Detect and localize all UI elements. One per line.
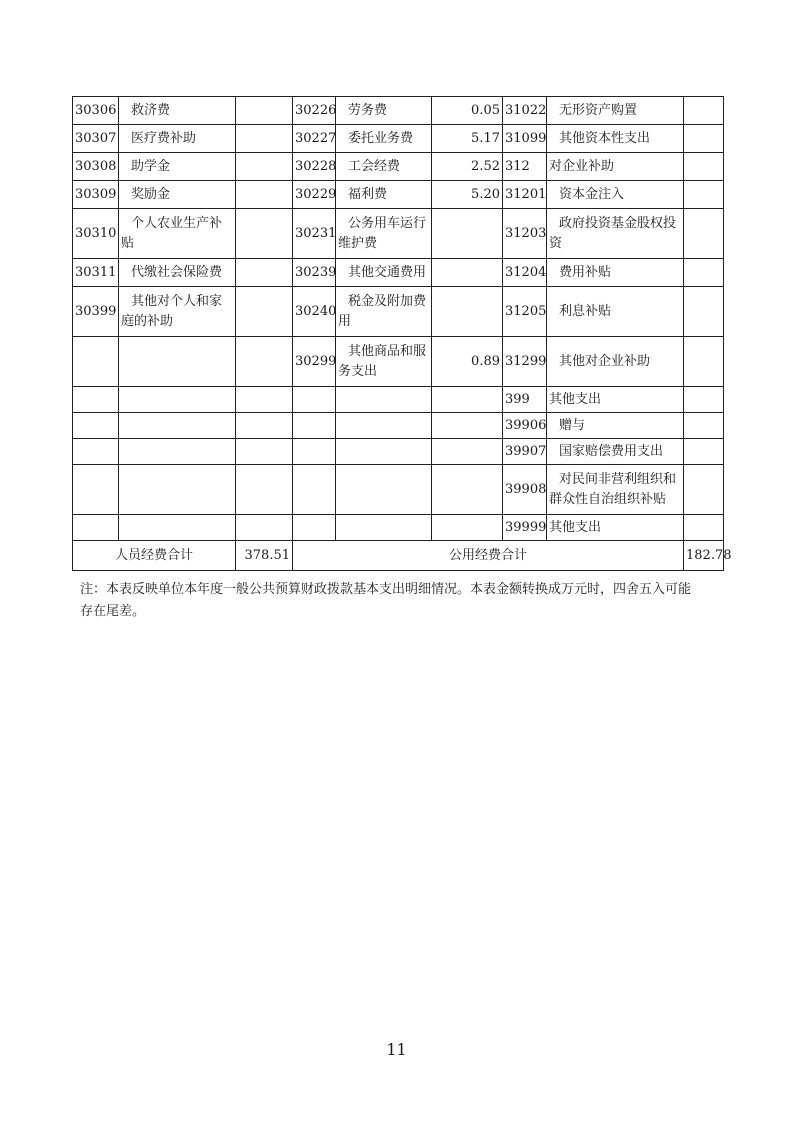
cell-amount <box>684 413 724 439</box>
table-row <box>73 125 724 153</box>
cell-code: 31203 <box>503 209 547 259</box>
cell-amount <box>236 287 293 337</box>
table-row <box>73 439 724 465</box>
cell-amount <box>236 337 293 387</box>
cell-code: 31205 <box>503 287 547 337</box>
table-row <box>73 387 724 413</box>
cell-code: 30306 <box>73 97 119 125</box>
cell-code: 31204 <box>503 259 547 287</box>
cell-item-name: 政府投资基金股权投资 <box>547 209 684 259</box>
cell-amount: 0.89 <box>432 337 503 387</box>
cell-item-name: 委托业务费 <box>336 125 432 153</box>
cell-code: 312 <box>503 153 547 181</box>
cell-code: 30239 <box>293 259 336 287</box>
cell-code: 30240 <box>293 287 336 337</box>
cell-code: 30226 <box>293 97 336 125</box>
cell-amount <box>432 209 503 259</box>
cell-code: 30311 <box>73 259 119 287</box>
cell-item-name <box>336 465 432 515</box>
cell-code <box>293 515 336 541</box>
cell-item-name <box>336 439 432 465</box>
cell-amount <box>684 259 724 287</box>
cell-item-name: 劳务费 <box>336 97 432 125</box>
cell-item-name: 个人农业生产补贴 <box>119 209 236 259</box>
cell-amount <box>432 387 503 413</box>
cell-amount <box>432 515 503 541</box>
cell-code: 30229 <box>293 181 336 209</box>
table-row <box>73 413 724 439</box>
cell-item-name: 国家赔偿费用支出 <box>547 439 684 465</box>
cell-code <box>73 439 119 465</box>
cell-code: 39906 <box>503 413 547 439</box>
cell-item-name: 费用补贴 <box>547 259 684 287</box>
table-row <box>73 259 724 287</box>
cell-item-name: 代缴社会保险费 <box>119 259 236 287</box>
cell-code <box>73 515 119 541</box>
cell-item-name: 税金及附加费用 <box>336 287 432 337</box>
cell-code: 30308 <box>73 153 119 181</box>
cell-code <box>293 387 336 413</box>
table-row <box>73 515 724 541</box>
table-row <box>73 337 724 387</box>
cell-item-name: 福利费 <box>336 181 432 209</box>
expenditure-detail-table <box>72 96 732 571</box>
cell-code: 30399 <box>73 287 119 337</box>
cell-item-name: 工会经费 <box>336 153 432 181</box>
totals-row <box>73 541 724 571</box>
cell-item-name: 其他支出 <box>547 387 684 413</box>
cell-item-name <box>336 387 432 413</box>
cell-amount <box>684 465 724 515</box>
cell-amount <box>684 387 724 413</box>
cell-code: 30299 <box>293 337 336 387</box>
cell-item-name: 对企业补助 <box>547 153 684 181</box>
cell-amount <box>432 287 503 337</box>
cell-item-name: 其他交通费用 <box>336 259 432 287</box>
table-body <box>73 97 732 571</box>
cell-amount <box>684 287 724 337</box>
cell-item-name <box>119 465 236 515</box>
cell-item-name: 对民间非营利组织和群众性自治组织补贴 <box>547 465 684 515</box>
cell-item-name: 其他资本性支出 <box>547 125 684 153</box>
table-row <box>73 181 724 209</box>
cell-item-name: 奖励金 <box>119 181 236 209</box>
cell-code <box>73 413 119 439</box>
cell-amount <box>432 439 503 465</box>
cell-item-name <box>336 515 432 541</box>
cell-code <box>73 387 119 413</box>
cell-amount <box>684 439 724 465</box>
personnel-total-label: 人员经费合计 <box>73 541 236 571</box>
cell-amount <box>432 413 503 439</box>
cell-item-name: 医疗费补助 <box>119 125 236 153</box>
cell-amount: 5.17 <box>432 125 503 153</box>
cell-amount <box>236 439 293 465</box>
cell-amount <box>236 387 293 413</box>
cell-amount <box>684 153 724 181</box>
cell-amount <box>684 209 724 259</box>
public-total-label: 公用经费合计 <box>293 541 684 571</box>
cell-amount <box>684 181 724 209</box>
cell-amount: 5.20 <box>432 181 503 209</box>
cell-item-name: 其他商品和服务支出 <box>336 337 432 387</box>
cell-amount <box>684 337 724 387</box>
cell-amount <box>236 209 293 259</box>
cell-amount <box>236 259 293 287</box>
table-row <box>73 153 724 181</box>
cell-amount <box>432 465 503 515</box>
cell-item-name <box>119 515 236 541</box>
cell-code: 30231 <box>293 209 336 259</box>
cell-amount <box>236 515 293 541</box>
cell-code: 31201 <box>503 181 547 209</box>
page-number: 11 <box>386 1040 407 1059</box>
cell-item-name: 其他对个人和家庭的补助 <box>119 287 236 337</box>
cell-amount: 0.05 <box>432 97 503 125</box>
cell-code: 30227 <box>293 125 336 153</box>
cell-item-name: 其他对企业补助 <box>547 337 684 387</box>
table-row <box>73 97 724 125</box>
cell-amount <box>236 465 293 515</box>
cell-code: 30307 <box>73 125 119 153</box>
table-row <box>73 287 724 337</box>
cell-amount <box>236 413 293 439</box>
table-row <box>73 209 724 259</box>
cell-code <box>73 337 119 387</box>
table-row <box>73 465 724 515</box>
cell-item-name <box>119 439 236 465</box>
cell-amount <box>236 181 293 209</box>
personnel-total-value: 378.51 <box>236 541 293 571</box>
table-footnote: 注：本表反映单位本年度一般公共预算财政拨款基本支出明细情况。本表金额转换成万元时，四舍五入可能存在尾差。 <box>80 582 692 619</box>
cell-code: 30228 <box>293 153 336 181</box>
cell-item-name: 赠与 <box>547 413 684 439</box>
cell-code: 39908 <box>503 465 547 515</box>
cell-code: 399 <box>503 387 547 413</box>
cell-code: 31099 <box>503 125 547 153</box>
cell-code: 39907 <box>503 439 547 465</box>
cell-amount <box>236 97 293 125</box>
cell-item-name: 救济费 <box>119 97 236 125</box>
cell-amount <box>684 125 724 153</box>
cell-code <box>293 413 336 439</box>
cell-item-name: 无形资产购置 <box>547 97 684 125</box>
cell-code: 30309 <box>73 181 119 209</box>
cell-code: 31299 <box>503 337 547 387</box>
cell-code: 31022 <box>503 97 547 125</box>
cell-amount <box>236 153 293 181</box>
cell-item-name: 其他支出 <box>547 515 684 541</box>
public-total-value: 182.78 <box>684 541 724 571</box>
cell-code: 30310 <box>73 209 119 259</box>
cell-item-name: 助学金 <box>119 153 236 181</box>
cell-item-name <box>336 413 432 439</box>
cell-code <box>73 465 119 515</box>
cell-item-name: 公务用车运行维护费 <box>336 209 432 259</box>
cell-item-name <box>119 413 236 439</box>
cell-amount <box>684 515 724 541</box>
cell-code <box>293 439 336 465</box>
cell-code <box>293 465 336 515</box>
cell-item-name <box>119 387 236 413</box>
cell-amount <box>684 97 724 125</box>
cell-item-name: 利息补贴 <box>547 287 684 337</box>
cell-item-name: 资本金注入 <box>547 181 684 209</box>
cell-amount: 2.52 <box>432 153 503 181</box>
cell-code: 39999 <box>503 515 547 541</box>
cell-item-name <box>119 337 236 387</box>
cell-amount <box>236 125 293 153</box>
cell-amount <box>432 259 503 287</box>
